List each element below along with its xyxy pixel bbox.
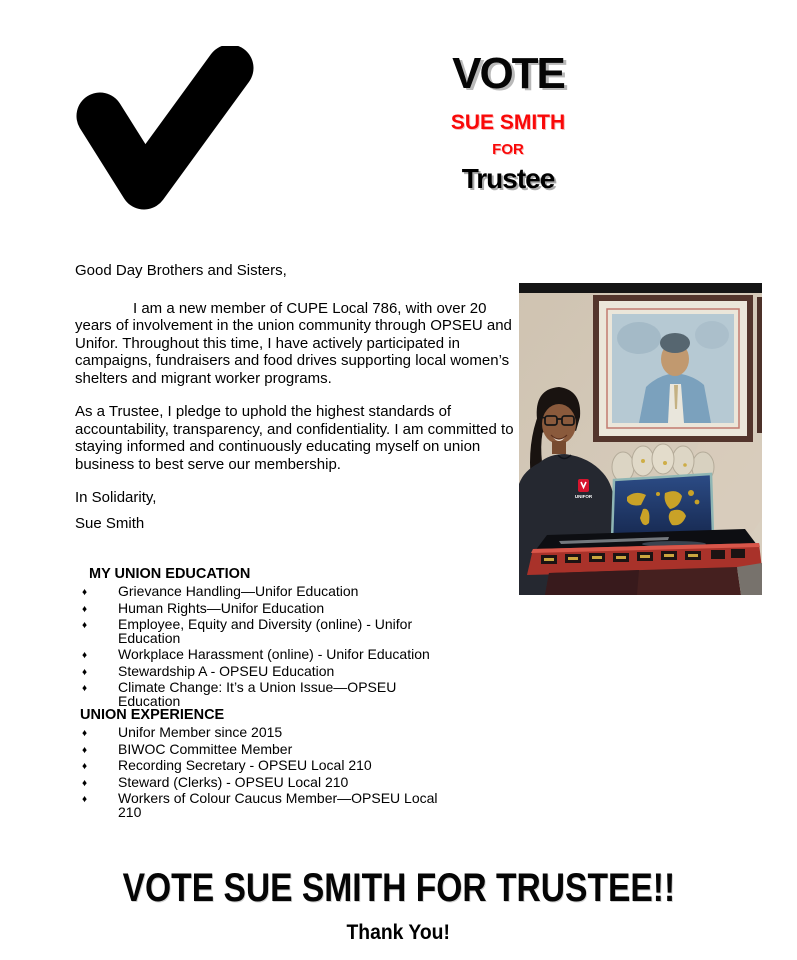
diamond-bullet-icon: ♦: [82, 587, 88, 598]
photo-sue-smith: [519, 283, 762, 595]
list-item: ♦ Workers of Colour Caucus Member—OPSEU Local 210: [82, 790, 438, 820]
letter-greeting: Good Day Brothers and Sisters,: [75, 262, 287, 279]
candidate-name: SUE SMITH: [450, 111, 566, 134]
list-item: ♦ Employee, Equity and Diversity (online) - Unifor Education: [82, 616, 413, 646]
headline-block: [418, 49, 598, 195]
list-item: ♦ Workplace Harassment (online) - Unifor Education: [82, 646, 430, 662]
diamond-bullet-icon: ♦: [82, 761, 88, 772]
union-education-list: [80, 585, 500, 708]
position-title: Trustee: [461, 163, 555, 194]
shirt-logo-text: UNIFOR: [574, 494, 593, 499]
diamond-bullet-icon: ♦: [82, 620, 88, 631]
diamond-bullet-icon: ♦: [82, 603, 88, 615]
letter-paragraph-2: As a Trustee, I pledge to uphold the highest standards of accountability, transparency, and confidentiality. I am committed to staying informed and continuously educating myself on union business to best serve our membership.: [75, 403, 514, 473]
union-education-heading: MY UNION EDUCATION: [89, 566, 251, 582]
union-experience-section: [80, 707, 500, 822]
checkmark-icon: [72, 46, 258, 218]
list-item: ♦ Recording Secretary - OPSEU Local 210: [82, 757, 372, 773]
diamond-bullet-icon: ♦: [82, 728, 88, 739]
union-experience-list: [80, 726, 500, 819]
letter-closing: In Solidarity,: [75, 489, 157, 506]
list-item: ♦ Unifor Member since 2015: [82, 724, 283, 740]
list-item: ♦ Human Rights—Unifor Education: [82, 599, 325, 616]
vote-heading: VOTE: [452, 49, 564, 98]
for-label: FOR: [492, 141, 524, 158]
diamond-bullet-icon: ♦: [82, 794, 88, 805]
list-item: ♦ Grievance Handling—Unifor Education: [82, 583, 359, 599]
diamond-bullet-icon: ♦: [82, 666, 88, 678]
union-education-section: [80, 566, 500, 711]
diamond-bullet-icon: ♦: [82, 777, 88, 789]
letter-signature: Sue Smith: [75, 514, 145, 532]
diamond-bullet-icon: ♦: [82, 744, 88, 756]
letter-paragraph-1: I am a new member of CUPE Local 786, with over 20 years of involvement in the union community through OPSEU and Unifor. Throughout this time, I have actively participated in campaigns, fundraisers and food drives supporting local women’s shelters and migrant worker programs.: [75, 299, 512, 387]
list-item: ♦ Steward (Clerks) - OPSEU Local 210: [82, 773, 349, 790]
list-item: ♦ Climate Change: It’s a Union Issue—OPSEU Education: [82, 679, 397, 709]
list-item: ♦ BIWOC Committee Member: [82, 740, 293, 757]
letter-body: [75, 262, 527, 548]
thank-you-text: Thank You!: [346, 921, 451, 944]
footer-slogan: VOTE SUE SMITH FOR TRUSTEE!!: [122, 866, 675, 910]
diamond-bullet-icon: ♦: [82, 683, 88, 694]
union-experience-heading: UNION EXPERIENCE: [80, 707, 225, 723]
diamond-bullet-icon: ♦: [82, 650, 88, 661]
list-item: ♦ Stewardship A - OPSEU Education: [82, 662, 335, 679]
